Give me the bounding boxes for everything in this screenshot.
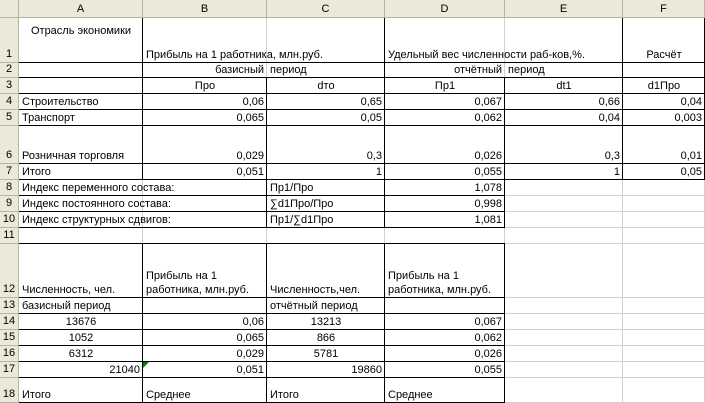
t2-header-profit-report[interactable]: Прибыль на 1 работника, млн.руб. xyxy=(388,270,492,296)
index-label-cell[interactable]: Индекс переменного состава: xyxy=(22,182,175,194)
t2-profit-report-cell[interactable]: 0,026 xyxy=(474,348,502,360)
header-share-cell[interactable]: Удельный вес численности раб-ков,%. xyxy=(388,49,585,61)
header-report-period-2[interactable]: период xyxy=(508,64,545,76)
calc-value-cell[interactable]: 0,04 xyxy=(680,96,702,108)
row-header-5[interactable]: 5 xyxy=(0,110,19,126)
grid-line xyxy=(142,17,143,180)
calc-value-cell[interactable]: 0,003 xyxy=(674,112,702,124)
industry-name-cell[interactable]: Строительство xyxy=(22,96,99,108)
row-header-17[interactable]: 17 xyxy=(0,362,19,378)
industry-name-cell[interactable]: Итого xyxy=(22,166,51,178)
t2-footer-total-base[interactable]: Итого xyxy=(22,389,51,401)
row-header-15[interactable]: 15 xyxy=(0,330,19,346)
row-header-9[interactable]: 9 xyxy=(0,196,19,212)
industry-name-cell[interactable]: Розничная торговля xyxy=(22,150,125,162)
t2-count-report-cell[interactable]: 13213 xyxy=(310,316,342,328)
header-pro-cell[interactable]: Про xyxy=(194,80,216,92)
column-header-b[interactable]: B xyxy=(143,0,267,18)
t2-base-period-label[interactable]: базисный период xyxy=(22,300,111,312)
share-report-cell[interactable]: 0,3 xyxy=(604,150,620,162)
column-header-a[interactable]: A xyxy=(19,0,143,18)
t2-footer-average-report[interactable]: Среднее xyxy=(388,389,433,401)
index-value-cell[interactable]: 0,998 xyxy=(474,198,502,210)
profit-base-cell[interactable]: 0,051 xyxy=(236,166,264,178)
grid-line xyxy=(504,179,505,228)
grid-line xyxy=(504,77,505,180)
column-header-e[interactable]: E xyxy=(505,0,623,18)
grid-line xyxy=(18,163,705,164)
index-formula-cell[interactable]: Пр1/∑d1Про xyxy=(270,214,334,226)
error-indicator-icon[interactable] xyxy=(143,362,149,368)
calc-value-cell[interactable]: 0,05 xyxy=(680,166,702,178)
column-header-d[interactable]: D xyxy=(385,0,505,18)
t2-profit-base-cell[interactable]: 0,029 xyxy=(236,348,264,360)
row-header-18[interactable]: 18 xyxy=(0,378,19,403)
row-header-4[interactable]: 4 xyxy=(0,94,19,110)
t2-header-count-report[interactable]: Численность,чел. xyxy=(270,284,361,296)
profit-base-cell[interactable]: 0,029 xyxy=(236,150,264,162)
t2-header-count-base[interactable]: Численность, чел. xyxy=(22,284,116,296)
index-label-cell[interactable]: Индекс постоянного состава: xyxy=(22,198,171,210)
row-header-8[interactable]: 8 xyxy=(0,180,19,196)
index-formula-cell[interactable]: ∑d1Про/Про xyxy=(270,198,334,210)
profit-base-cell[interactable]: 0,06 xyxy=(242,96,264,108)
row-header-6[interactable]: 6 xyxy=(0,126,19,164)
grid-line xyxy=(622,17,623,180)
grid-line xyxy=(504,243,505,403)
share-base-cell[interactable]: 0,05 xyxy=(360,112,382,124)
share-base-cell[interactable]: 1 xyxy=(375,166,382,178)
t2-profit-base-cell[interactable]: 0,06 xyxy=(242,316,264,328)
t2-profit-report-cell[interactable]: 0,062 xyxy=(474,332,502,344)
grid-line xyxy=(18,345,505,346)
grid-line xyxy=(142,243,143,403)
column-header-f[interactable]: F xyxy=(623,0,705,18)
header-dt1-cell[interactable]: dt1 xyxy=(556,80,572,92)
profit-report-cell[interactable]: 0,055 xyxy=(474,166,502,178)
grid-line xyxy=(18,195,505,196)
header-industry-cell[interactable]: Отрасль экономики xyxy=(30,25,132,37)
t2-count-base-cell[interactable]: 1052 xyxy=(68,332,94,344)
grid-line xyxy=(18,179,705,180)
column-header-c[interactable]: C xyxy=(267,0,385,18)
row-header-7[interactable]: 7 xyxy=(0,164,19,180)
t2-count-report-cell[interactable]: 866 xyxy=(316,332,336,344)
row-header-11[interactable]: 11 xyxy=(0,228,19,244)
row-header-12[interactable]: 12 xyxy=(0,244,19,298)
index-value-cell[interactable]: 1,078 xyxy=(474,182,502,194)
row-header-2[interactable]: 2 xyxy=(0,63,19,78)
t2-count-base-cell[interactable]: 6312 xyxy=(68,348,94,360)
t2-count-base-cell[interactable]: 21040 xyxy=(109,364,140,376)
t2-footer-average-base[interactable]: Среднее xyxy=(146,389,191,401)
t2-report-period-label[interactable]: отчётный период xyxy=(270,300,358,312)
industry-name-cell[interactable]: Транспорт xyxy=(22,112,75,124)
profit-report-cell[interactable]: 0,026 xyxy=(474,150,502,162)
header-d1pro-cell[interactable]: d1Про xyxy=(647,80,681,92)
grid-line xyxy=(18,329,505,330)
header-pr1-cell[interactable]: Пр1 xyxy=(434,80,456,92)
index-formula-cell[interactable]: Пр1/Про xyxy=(270,182,314,194)
t2-profit-report-cell[interactable]: 0,055 xyxy=(474,364,502,376)
grid-line xyxy=(18,77,705,78)
row-header-3[interactable]: 3 xyxy=(0,78,19,94)
grid-line xyxy=(384,17,385,180)
grid-line xyxy=(18,211,505,212)
share-report-cell[interactable]: 0,66 xyxy=(598,96,620,108)
t2-profit-report-cell[interactable]: 0,067 xyxy=(474,316,502,328)
index-label-cell[interactable]: Индекс структурных сдвигов: xyxy=(22,214,171,226)
row-header-1[interactable]: 1 xyxy=(0,18,19,63)
t2-profit-base-cell[interactable]: 0,051 xyxy=(236,364,264,376)
profit-report-cell[interactable]: 0,062 xyxy=(474,112,502,124)
grid-line xyxy=(384,179,385,228)
profit-report-cell[interactable]: 0,067 xyxy=(474,96,502,108)
row-header-16[interactable]: 16 xyxy=(0,346,19,362)
t2-footer-total-report[interactable]: Итого xyxy=(270,389,299,401)
t2-count-base-cell[interactable]: 13676 xyxy=(65,316,97,328)
grid-line xyxy=(18,297,505,298)
share-report-cell[interactable]: 1 xyxy=(613,166,620,178)
index-value-cell[interactable]: 1,081 xyxy=(474,214,502,226)
grid-line xyxy=(18,377,505,378)
profit-base-cell[interactable]: 0,065 xyxy=(236,112,264,124)
grid-line xyxy=(18,109,705,110)
grid-line xyxy=(384,243,385,403)
grid-line xyxy=(18,313,505,314)
row-header-13[interactable]: 13 xyxy=(0,298,19,314)
t2-count-report-cell[interactable]: 5781 xyxy=(313,348,339,360)
t2-profit-base-cell[interactable]: 0,065 xyxy=(236,332,264,344)
grid-line xyxy=(18,125,705,126)
header-profit-cell[interactable]: Прибыль на 1 работника, млн.руб. xyxy=(146,49,324,61)
grid-line xyxy=(18,227,505,228)
header-calc-cell[interactable]: Расчёт xyxy=(646,49,682,61)
t2-header-profit-base[interactable]: Прибыль на 1 работника, млн.руб. xyxy=(146,270,250,296)
share-report-cell[interactable]: 0,04 xyxy=(598,112,620,124)
header-dto-cell[interactable]: dто xyxy=(317,80,335,92)
share-base-cell[interactable]: 0,65 xyxy=(360,96,382,108)
calc-value-cell[interactable]: 0,01 xyxy=(680,150,702,162)
header-base-period-1[interactable]: базисный xyxy=(215,64,264,76)
row-header-14[interactable]: 14 xyxy=(0,314,19,330)
grid-line xyxy=(18,93,705,94)
share-base-cell[interactable]: 0,3 xyxy=(366,150,382,162)
grid-line xyxy=(266,179,267,228)
grid-line xyxy=(18,361,505,362)
row-header-10[interactable]: 10 xyxy=(0,212,19,228)
select-all-corner[interactable] xyxy=(0,0,19,18)
grid-line xyxy=(266,243,267,403)
grid-line xyxy=(266,77,267,180)
grid-line xyxy=(18,62,705,63)
header-base-period-2[interactable]: период xyxy=(270,64,307,76)
header-report-period-1[interactable]: отчётный xyxy=(454,64,502,76)
grid-line xyxy=(18,243,505,244)
t2-count-report-cell[interactable]: 19860 xyxy=(351,364,382,376)
